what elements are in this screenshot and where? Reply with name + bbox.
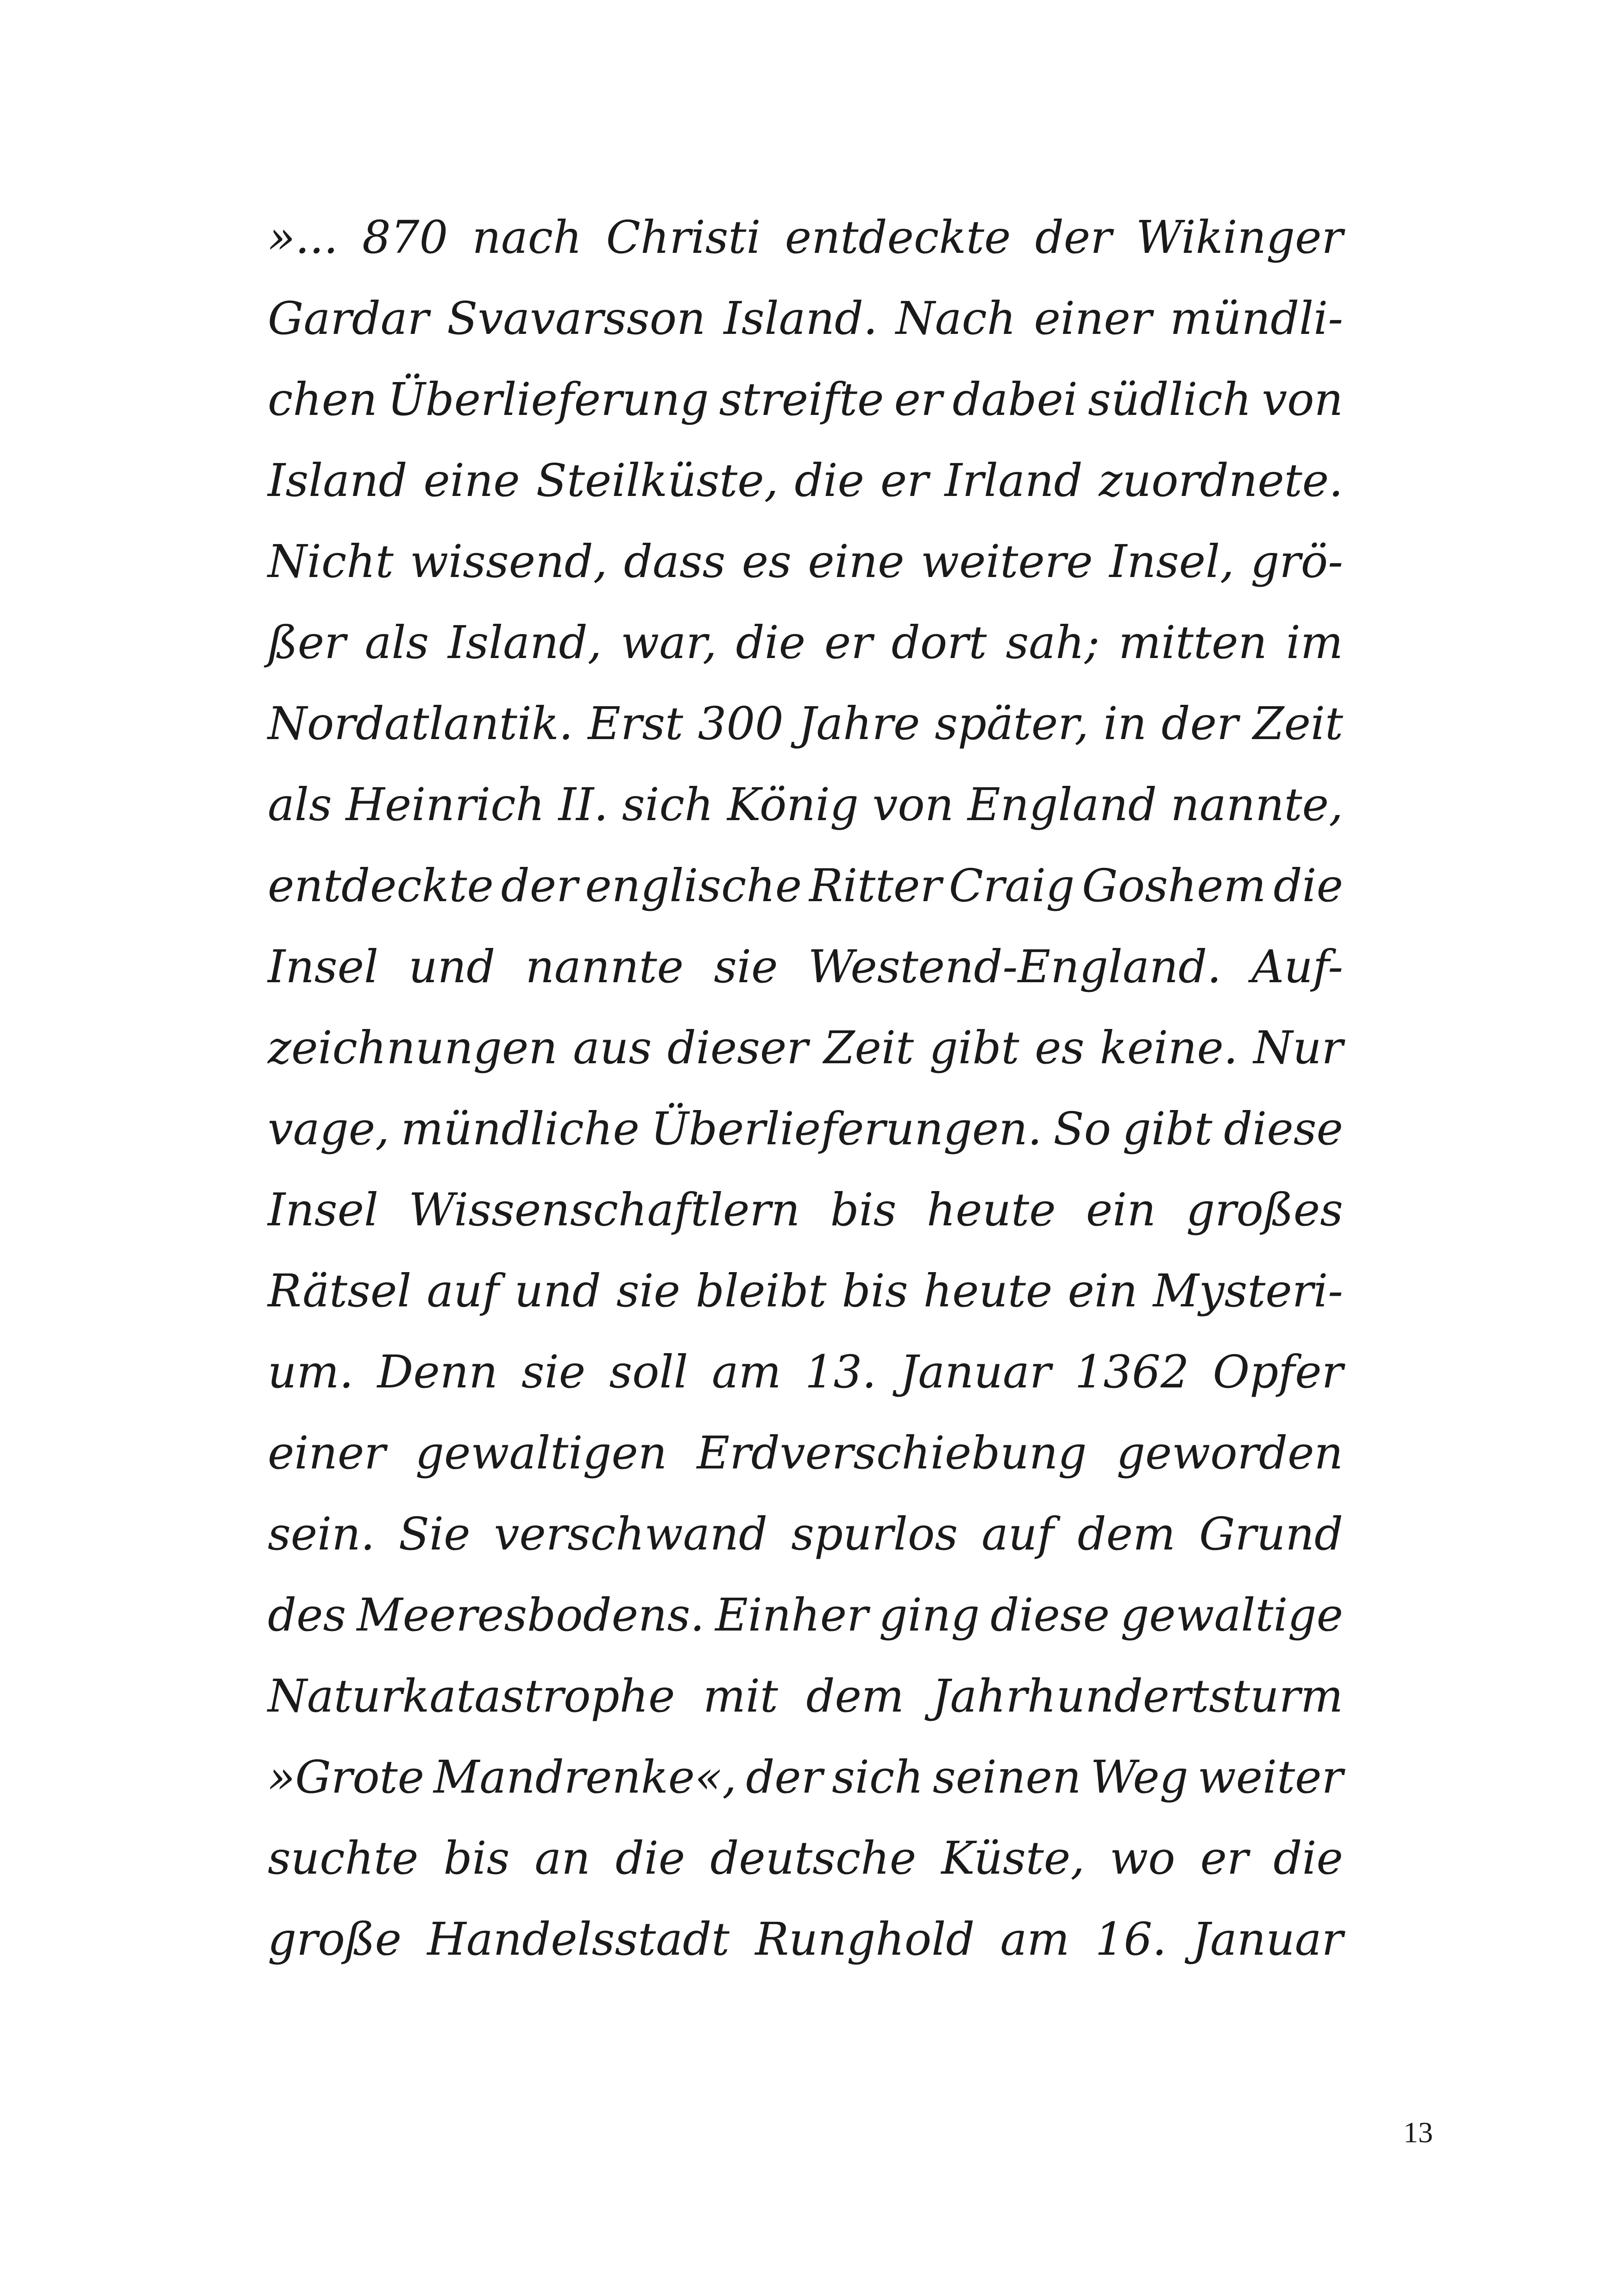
word: einer: [1034, 292, 1152, 345]
word: sich: [832, 1751, 924, 1803]
word: nach: [472, 211, 582, 263]
text-line: [268, 1493, 1343, 1575]
word: deutsche: [710, 1832, 917, 1884]
word: sie: [521, 1346, 586, 1398]
text-line: [268, 602, 1343, 683]
word: seinen: [932, 1751, 1081, 1803]
word: 16.: [1095, 1913, 1167, 1965]
text-line: [268, 1250, 1343, 1331]
word: es: [1035, 1022, 1085, 1074]
word: gewaltigen: [415, 1427, 667, 1479]
word: nannte,: [1170, 778, 1343, 831]
word: Craig: [949, 859, 1075, 912]
word: auf: [981, 1508, 1054, 1560]
word: eine: [423, 454, 520, 507]
word: Küste,: [941, 1832, 1085, 1884]
word: dass: [623, 535, 726, 588]
word: mündliche: [401, 1103, 640, 1155]
word: streifte: [719, 373, 884, 426]
text-line: [268, 926, 1343, 1007]
word: der: [746, 1751, 823, 1803]
page-number: 13: [1403, 2116, 1433, 2149]
word: »...: [268, 211, 338, 263]
word: Auf-: [1251, 941, 1343, 993]
word: von: [872, 778, 954, 831]
word: und: [514, 1265, 601, 1317]
word: Runghold: [755, 1913, 975, 1965]
text-line: [268, 845, 1343, 926]
word: Jahre: [798, 697, 920, 750]
word: suchte: [268, 1832, 419, 1884]
word: England: [967, 778, 1157, 831]
word: diese: [1224, 1103, 1343, 1155]
word: entdeckte: [785, 211, 1011, 263]
word: II.: [558, 778, 609, 831]
word: Insel: [268, 941, 378, 993]
word: Island,: [448, 616, 602, 669]
word: Überlieferungen.: [651, 1103, 1042, 1155]
word: verschwand: [494, 1508, 768, 1560]
word: Nur: [1253, 1022, 1343, 1074]
word: sie: [714, 941, 778, 993]
word: dem: [1077, 1508, 1175, 1560]
text-line: [268, 1818, 1343, 1899]
word: Heinrich: [346, 778, 545, 831]
word: in: [1103, 697, 1147, 750]
word: weiter: [1197, 1751, 1343, 1803]
word: am: [1000, 1913, 1070, 1965]
word: Goshem: [1082, 859, 1266, 912]
text-line: [268, 521, 1343, 602]
word: dort: [891, 616, 987, 669]
word: bis: [443, 1832, 510, 1884]
word: Steilküste,: [536, 454, 779, 507]
text-line: [268, 1899, 1343, 1980]
word: ging: [879, 1589, 980, 1641]
text-line: [268, 764, 1343, 845]
word: Sie: [398, 1508, 471, 1560]
word: die: [615, 1832, 685, 1884]
word: später,: [935, 697, 1089, 750]
word: grö-: [1250, 535, 1343, 588]
word: Mandrenke«,: [434, 1751, 737, 1803]
word: keine.: [1100, 1022, 1238, 1074]
word: Irland: [944, 454, 1083, 507]
word: im: [1286, 616, 1343, 669]
word: spurlos: [791, 1508, 958, 1560]
word: an: [534, 1832, 591, 1884]
text-line: [268, 197, 1343, 278]
word: zeichnungen: [268, 1022, 558, 1074]
word: dieser: [667, 1022, 808, 1074]
text-line: [268, 1007, 1343, 1088]
word: gewaltige: [1120, 1589, 1343, 1641]
word: bleibt: [696, 1265, 827, 1317]
word: soll: [609, 1346, 688, 1398]
word: Einher: [715, 1589, 868, 1641]
word: einer: [268, 1427, 386, 1479]
word: bis: [842, 1265, 908, 1317]
word: Naturkatastrophe: [268, 1670, 675, 1722]
word: Island.: [723, 292, 878, 345]
word: heute: [923, 1265, 1053, 1317]
text-line: [268, 1737, 1343, 1818]
word: großes: [1186, 1184, 1343, 1236]
word: 1362: [1074, 1346, 1189, 1398]
word: als: [268, 778, 332, 831]
word: er: [894, 373, 942, 426]
word: geworden: [1116, 1427, 1343, 1479]
word: die: [794, 454, 865, 507]
word: sich: [622, 778, 714, 831]
text-line: [268, 1575, 1343, 1656]
word: ßer: [268, 616, 346, 669]
word: die: [735, 616, 806, 669]
word: war,: [621, 616, 717, 669]
word: Erdverschiebung: [697, 1427, 1087, 1479]
word: er: [824, 616, 873, 669]
word: Denn: [377, 1346, 498, 1398]
word: die: [1273, 1832, 1343, 1884]
word: ein: [1068, 1265, 1138, 1317]
word: der: [1035, 211, 1112, 263]
word: Christi: [606, 211, 761, 263]
text-line: [268, 1331, 1343, 1412]
word: als: [364, 616, 429, 669]
word: 13.: [804, 1346, 877, 1398]
word: Handelsstadt: [427, 1913, 730, 1965]
word: von: [1262, 373, 1343, 426]
word: Wikinger: [1136, 211, 1343, 263]
word: Nach: [895, 292, 1016, 345]
word: Jahrhundertsturm: [932, 1670, 1343, 1722]
word: sie: [616, 1265, 680, 1317]
word: Gardar: [268, 292, 429, 345]
word: Svavarsson: [447, 292, 706, 345]
word: eine: [808, 535, 905, 588]
word: vage,: [268, 1103, 390, 1155]
word: chen: [268, 373, 377, 426]
word: König: [727, 778, 859, 831]
text-line: [268, 278, 1343, 359]
word: 300: [697, 697, 784, 750]
word: der: [1161, 697, 1238, 750]
word: südlich: [1088, 373, 1252, 426]
word: Insel,: [1109, 535, 1234, 588]
word: weitere: [921, 535, 1093, 588]
text-line: [268, 440, 1343, 521]
word: Mysteri-: [1153, 1265, 1343, 1317]
word: große: [268, 1913, 402, 1965]
word: heute: [926, 1184, 1056, 1236]
word: gibt: [1122, 1103, 1213, 1155]
word: Insel: [268, 1184, 378, 1236]
word: um.: [268, 1346, 354, 1398]
word: Meeresbodens.: [357, 1589, 705, 1641]
word: zuordnete.: [1099, 454, 1343, 507]
word: Weg: [1090, 1751, 1188, 1803]
word: bis: [830, 1184, 897, 1236]
word: dem: [806, 1670, 905, 1722]
word: »Grote: [268, 1751, 424, 1803]
word: und: [408, 941, 496, 993]
word: diese: [990, 1589, 1110, 1641]
word: Nicht: [268, 535, 394, 588]
word: sein.: [268, 1508, 375, 1560]
word: des: [268, 1589, 346, 1641]
word: am: [711, 1346, 781, 1398]
text-line: [268, 1656, 1343, 1737]
word: englische: [585, 859, 802, 912]
body-text: [268, 197, 1343, 1980]
word: Zeit: [823, 1022, 914, 1074]
text-line: [268, 1169, 1343, 1250]
text-line: [268, 1088, 1343, 1169]
word: So: [1053, 1103, 1112, 1155]
word: wissend,: [410, 535, 608, 588]
word: Erst: [588, 697, 684, 750]
word: Nordatlantik.: [268, 697, 573, 750]
word: sah;: [1005, 616, 1100, 669]
word: Opfer: [1213, 1346, 1343, 1398]
word: er: [880, 454, 929, 507]
word: ein: [1086, 1184, 1156, 1236]
word: die: [1273, 859, 1343, 912]
word: Januar: [900, 1346, 1051, 1398]
word: Überlieferung: [387, 373, 709, 426]
word: Rätsel: [268, 1265, 412, 1317]
text-line: [268, 359, 1343, 440]
word: der: [501, 859, 578, 912]
word: nannte: [525, 941, 684, 993]
text-line: [268, 683, 1343, 764]
word: es: [741, 535, 792, 588]
word: Ritter: [809, 859, 942, 912]
word: aus: [573, 1022, 652, 1074]
word: Westend-England.: [808, 941, 1222, 993]
text-line: [268, 1412, 1343, 1493]
word: mit: [703, 1670, 778, 1722]
word: gibt: [929, 1022, 1019, 1074]
word: entdeckte: [268, 859, 494, 912]
word: Januar: [1192, 1913, 1343, 1965]
word: Island: [268, 454, 408, 507]
word: wo: [1110, 1832, 1175, 1884]
word: mündli-: [1170, 292, 1343, 345]
word: auf: [427, 1265, 499, 1317]
word: mitten: [1118, 616, 1267, 669]
word: Wissenschaftlern: [408, 1184, 800, 1236]
word: 870: [362, 211, 448, 263]
word: er: [1200, 1832, 1249, 1884]
word: Zeit: [1253, 697, 1343, 750]
word: Grund: [1199, 1508, 1343, 1560]
word: dabei: [952, 373, 1078, 426]
